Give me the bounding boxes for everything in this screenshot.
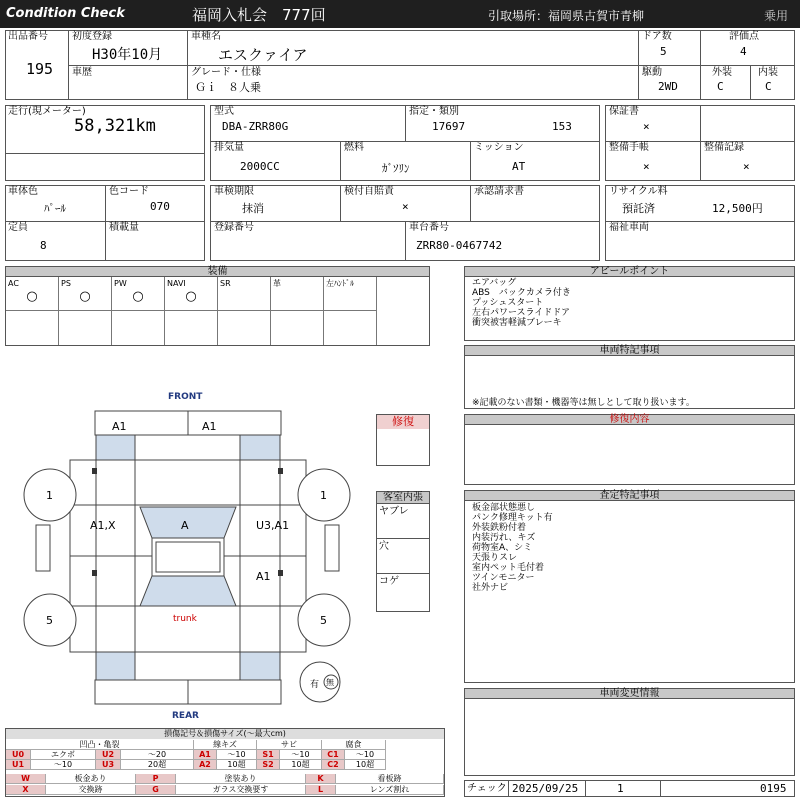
fuel-value: ｶﾞｿﾘﾝ xyxy=(382,162,410,175)
equipment-label: 革 xyxy=(273,279,281,288)
equipment-cell xyxy=(324,277,377,311)
designation-label: 指定・類別 xyxy=(409,106,459,117)
equipment-label: PS xyxy=(61,279,71,288)
special-title: 車両特記事項 xyxy=(465,346,794,356)
drive-value: 2WD xyxy=(658,80,678,93)
equipment-cell-empty xyxy=(165,311,218,345)
legend-group-name: サビ xyxy=(257,740,322,750)
inspection-value: 抹消 xyxy=(242,202,264,215)
appeal-item: 衝突被害軽減ブレーキ xyxy=(472,318,562,328)
special-note: ※記載のない書類・機器等は無しとして取り扱います。 xyxy=(472,398,695,408)
changes-box xyxy=(464,688,795,776)
legend-code: C2 xyxy=(322,760,345,770)
class-value: 153 xyxy=(552,120,572,133)
appeal-item: エアバッグ xyxy=(472,278,517,288)
legend-desc: 交換跡 xyxy=(46,785,136,795)
equipment-cell xyxy=(6,277,59,311)
welfare-label: 福祉車両 xyxy=(609,222,649,233)
equipment-label: SR xyxy=(220,279,231,288)
car-diagram xyxy=(0,385,375,720)
legend-group-name: 線キズ xyxy=(194,740,257,750)
legend-desc: ガラス交換要す xyxy=(176,785,306,795)
rear-label: REAR xyxy=(172,711,199,721)
warranty-value: × xyxy=(643,120,650,133)
record-label: 整備記録 xyxy=(704,142,744,153)
legend-desc: 板金あり xyxy=(46,774,136,784)
repair-label: 修復 xyxy=(377,415,429,429)
exterior-label: 外装 xyxy=(712,67,732,78)
legend-desc: エクボ xyxy=(31,750,96,760)
legend-code: L xyxy=(306,785,336,795)
legend-code: U3 xyxy=(96,760,121,770)
assessment-item: パンク修理キット有 xyxy=(472,513,553,523)
front-right-tire-code[interactable]: 1 xyxy=(320,489,327,502)
legend-desc: 〜10 xyxy=(217,750,257,760)
equipment-cell-empty xyxy=(324,311,377,345)
legend-desc: 10超 xyxy=(280,760,322,770)
check-count: 1 xyxy=(617,782,624,795)
warranty-label: 保証書 xyxy=(609,106,639,117)
legend-group-name: 腐食 xyxy=(322,740,386,750)
auction-title: 福岡入札会 777回 xyxy=(192,6,326,24)
appeal-item: 左右パワースライドドア xyxy=(472,308,571,318)
interior-label: 内装 xyxy=(758,67,778,78)
interior-value: C xyxy=(765,80,772,93)
chassis-value: ZRR80-0467742 xyxy=(416,239,503,252)
legend-title: 損傷記号＆損傷サイズ(〜最大cm) xyxy=(6,729,444,739)
legend-code: K xyxy=(306,774,336,784)
grade-label: グレード・仕様 xyxy=(191,67,261,78)
capacity-value: 8 xyxy=(40,239,47,252)
lot-label: 出品番号 xyxy=(8,31,48,42)
roof-code[interactable]: A xyxy=(181,519,189,532)
spare-tire-mark: 無 xyxy=(326,678,334,687)
right-rear-code[interactable]: A1 xyxy=(256,570,271,583)
legend-group-name: 凹凸・亀裂 xyxy=(6,740,194,750)
brand-title: Condition Check xyxy=(6,6,125,21)
repair-content-title: 修復内容 xyxy=(465,415,794,425)
assessment-item: 内装汚れ、キズ xyxy=(472,533,536,543)
color-label: 車体色 xyxy=(8,186,38,197)
car-name: エスクァイア xyxy=(218,46,308,64)
manual-label: 整備手帳 xyxy=(609,142,649,153)
score-label: 評価点 xyxy=(729,31,759,42)
equipment-mark: ○ xyxy=(185,289,197,304)
designation-value: 17697 xyxy=(432,120,466,133)
reg-label: 初度登録 xyxy=(72,31,112,42)
approval-label: 承認請求書 xyxy=(474,186,524,197)
legend-code: G xyxy=(136,785,176,795)
equipment-title: 装備 xyxy=(6,267,429,277)
equipment-cell xyxy=(218,277,271,311)
interior-title: 客室内張 xyxy=(377,492,429,504)
legend-desc: 〜10 xyxy=(31,760,96,770)
pickup-location: 引取場所：福岡県古賀市青柳 xyxy=(488,9,645,23)
assessment-item: 社外ナビ xyxy=(472,583,509,593)
legend-desc: 10超 xyxy=(345,760,386,770)
rear-left-tire-code[interactable]: 5 xyxy=(46,614,53,627)
legend-desc: 看板跡 xyxy=(336,774,444,784)
legend-code: A1 xyxy=(194,750,217,760)
assessment-item: 板金部状態悪し xyxy=(472,503,536,513)
manual-value: × xyxy=(643,160,650,173)
lot-number: 195 xyxy=(26,60,54,78)
appeal-list xyxy=(472,278,571,328)
doors-value: 5 xyxy=(660,45,667,58)
front-left-tire-code[interactable]: 1 xyxy=(46,489,53,502)
model-label: 型式 xyxy=(214,106,234,117)
equipment-cell-empty xyxy=(6,311,59,345)
front-bumper-right-code[interactable]: A1 xyxy=(202,420,217,433)
legend-code: S2 xyxy=(257,760,280,770)
equipment-cell xyxy=(112,277,165,311)
equipment-mark: ○ xyxy=(26,289,38,304)
legend-desc: 10超 xyxy=(217,760,257,770)
legend-desc: 〜20 xyxy=(121,750,194,760)
color-value: ﾊﾟｰﾙ xyxy=(44,202,66,215)
score-value: 4 xyxy=(740,45,747,58)
legend-code: P xyxy=(136,774,176,784)
assessment-item: 室内ペット毛付着 xyxy=(472,563,545,573)
record-value: × xyxy=(743,160,750,173)
legend-code: X xyxy=(6,785,46,795)
equipment-cell xyxy=(271,277,324,311)
fuel-label: 燃料 xyxy=(344,142,364,153)
colorcode-value: 070 xyxy=(150,200,170,213)
inspection-label: 車検期限 xyxy=(214,186,254,197)
recycle-amount: 12,500円 xyxy=(712,202,763,215)
doors-label: ドア数 xyxy=(642,31,672,42)
grade-value: Ｇｉ ８人乗 xyxy=(195,81,261,94)
chassis-label: 車台番号 xyxy=(409,222,449,233)
left-door-code[interactable]: A1,X xyxy=(90,519,116,532)
history-label: 車歴 xyxy=(72,67,92,78)
equipment-label: PW xyxy=(114,279,127,288)
front-label: FRONT xyxy=(168,392,203,402)
capacity-label: 定員 xyxy=(8,222,28,233)
exterior-value: C xyxy=(717,80,724,93)
spare-tire-label: 有 xyxy=(310,680,320,690)
equipment-cell-empty xyxy=(59,311,112,345)
equipment-mark: ○ xyxy=(79,289,91,304)
equipment-cell xyxy=(165,277,218,311)
right-door-code[interactable]: U3,A1 xyxy=(256,519,290,532)
insurance-value: × xyxy=(402,200,409,213)
drive-label: 駆動 xyxy=(642,67,662,78)
interior-item-burn: コゲ xyxy=(379,576,399,587)
assessment-list xyxy=(472,503,553,593)
legend-code: U0 xyxy=(6,750,31,760)
legend-code: S1 xyxy=(257,750,280,760)
category-label: 乗用 xyxy=(764,9,789,23)
mission-value: AT xyxy=(512,160,526,173)
interior-item-tear: ヤブレ xyxy=(379,506,409,517)
check-label: チェック xyxy=(467,783,507,794)
legend-desc: 塗装あり xyxy=(176,774,306,784)
legend-code: U2 xyxy=(96,750,121,760)
legend-code: A2 xyxy=(194,760,217,770)
displacement-value: 2000CC xyxy=(240,160,280,173)
assessment-item: 天張りスレ xyxy=(472,553,518,563)
check-number: 0195 xyxy=(760,782,787,795)
displacement-label: 排気量 xyxy=(214,142,244,153)
load-label: 積載量 xyxy=(109,222,139,233)
equipment-label: 左ﾊﾝﾄﾞﾙ xyxy=(326,279,354,288)
plate-label: 登録番号 xyxy=(214,222,254,233)
equipment-cell-empty xyxy=(112,311,165,345)
front-bumper-left-code[interactable]: A1 xyxy=(112,420,127,433)
assessment-item: ツインモニター xyxy=(472,573,535,583)
assessment-item: 荷物室A、シミ xyxy=(472,543,533,553)
interior-item-hole: 穴 xyxy=(379,541,389,552)
trunk-label: trunk xyxy=(173,614,197,624)
rear-right-tire-code[interactable]: 5 xyxy=(320,614,327,627)
changes-title: 車両変更情報 xyxy=(465,689,794,699)
legend-code: C1 xyxy=(322,750,345,760)
equipment-mark: ○ xyxy=(132,289,144,304)
legend-desc: 20超 xyxy=(121,760,194,770)
recycle-status: 預託済 xyxy=(622,202,655,215)
appeal-item: プッシュスタート xyxy=(472,298,544,308)
assessment-title: 査定特記事項 xyxy=(465,491,794,501)
mileage-value: 58,321km xyxy=(74,116,156,136)
recycle-label: リサイクル料 xyxy=(609,186,668,197)
insurance-label: 検付自賠責 xyxy=(344,186,394,197)
name-label: 車種名 xyxy=(191,31,221,42)
model-value: DBA-ZRR80G xyxy=(222,120,289,133)
mission-label: ミッション xyxy=(474,142,524,153)
legend-desc: 〜10 xyxy=(345,750,386,760)
equipment-cell-empty xyxy=(271,311,324,345)
equipment-label: NAVI xyxy=(167,279,186,288)
appeal-item: ABS バックカメラ付き xyxy=(472,288,571,298)
colorcode-label: 色コード xyxy=(109,186,149,197)
legend-desc: 〜10 xyxy=(280,750,322,760)
header-bar xyxy=(0,0,800,28)
equipment-cell-empty xyxy=(218,311,271,345)
mileage-label: 走行(現メーター) xyxy=(8,106,86,117)
legend-code: U1 xyxy=(6,760,31,770)
legend-code: W xyxy=(6,774,46,784)
equipment-cell xyxy=(59,277,112,311)
assessment-item: 外装鉄粉付着 xyxy=(472,523,527,533)
check-date: 2025/09/25 xyxy=(512,782,579,795)
first-registration: H30年10月 xyxy=(92,47,163,63)
equipment-label: AC xyxy=(8,279,19,288)
legend-desc: レンズ割れ xyxy=(336,785,444,795)
appeal-title: アピールポイント xyxy=(465,267,794,277)
